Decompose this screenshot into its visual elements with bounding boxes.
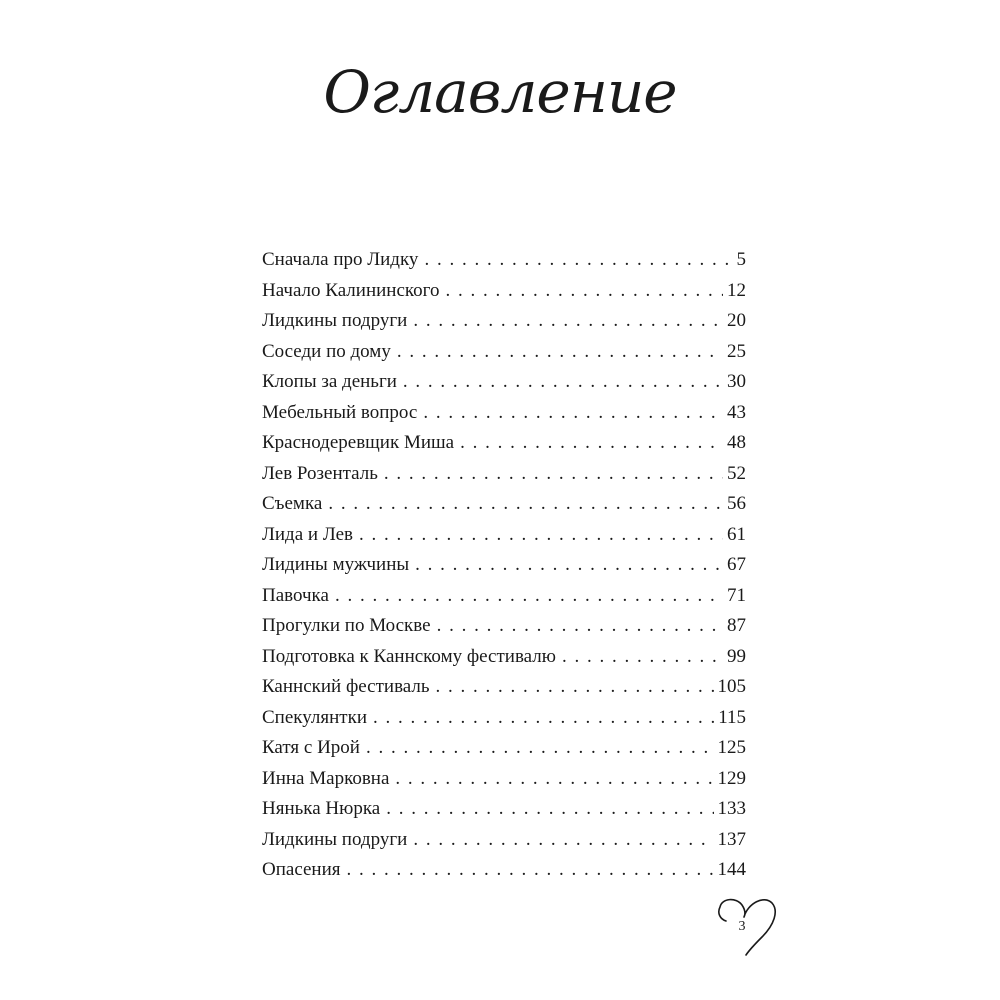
toc-entry-page-number: 67 [727, 554, 746, 575]
toc-entry-page-number: 115 [718, 706, 746, 728]
toc-entry [262, 554, 746, 585]
toc-entry-page-number: 129 [717, 767, 746, 789]
toc-entry-title: Каннский фестиваль [262, 676, 430, 697]
toc-entry [262, 493, 746, 524]
toc-entry-page-number: 99 [727, 645, 746, 667]
toc-dot-leader [373, 707, 714, 729]
toc-dot-leader [395, 768, 713, 790]
toc-entry-title: Лев Розенталь [262, 462, 378, 484]
toc-entry [262, 432, 746, 463]
toc-dot-leader [413, 310, 723, 332]
toc-dot-leader [424, 249, 732, 271]
toc-entry-title: Лидкины подруги [262, 310, 408, 331]
toc-dot-leader [415, 554, 723, 576]
toc-dot-leader [386, 798, 713, 820]
toc-entry [262, 463, 746, 494]
toc-entry [262, 859, 746, 890]
toc-entry-title: Начало Калининского [262, 279, 440, 301]
toc-dot-leader [413, 829, 713, 851]
toc-entry-page-number: 105 [717, 676, 746, 697]
toc-entry-title: Инна Марковна [262, 767, 390, 789]
toc-entry [262, 676, 746, 707]
toc-entry [262, 737, 746, 768]
toc-dot-leader [397, 341, 723, 363]
toc-dot-leader [347, 859, 714, 881]
toc-entry [262, 402, 746, 433]
toc-entry-title: Сначала про Лидку [262, 249, 419, 270]
toc-entry-page-number: 30 [727, 371, 746, 392]
toc-entry-title: Мебельный вопрос [262, 401, 418, 423]
toc-entry-page-number: 61 [727, 523, 746, 545]
toc-entry-title: Спекулянтки [262, 706, 367, 728]
toc-entry-page-number: 12 [727, 279, 746, 301]
toc-entry-title: Лидины мужчины [262, 554, 410, 575]
toc-entry [262, 829, 746, 860]
toc-dot-leader [460, 432, 723, 454]
toc-entry-title: Прогулки по Москве [262, 615, 431, 636]
toc-dot-leader [562, 646, 723, 668]
toc-entry-title: Клопы за деньги [262, 371, 397, 392]
toc-dot-leader [436, 676, 714, 698]
toc-dot-leader [335, 585, 723, 607]
toc-entry-page-number: 125 [717, 737, 746, 758]
toc-entry [262, 646, 746, 677]
page-number: 3 [738, 919, 746, 934]
table-of-contents [262, 249, 746, 890]
toc-dot-leader [423, 402, 723, 424]
toc-entry-page-number: 137 [717, 828, 746, 850]
toc-entry-page-number: 87 [727, 615, 746, 636]
toc-entry [262, 310, 746, 341]
toc-entry-title: Подготовка к Каннскому фестивалю [262, 645, 556, 667]
toc-entry [262, 768, 746, 799]
toc-entry-page-number: 144 [717, 859, 746, 880]
toc-entry [262, 524, 746, 555]
toc-entry-page-number: 25 [727, 340, 746, 362]
toc-entry-title: Краснодеревщик Миша [262, 432, 455, 453]
toc-entry-page-number: 71 [727, 584, 746, 606]
page-folio [712, 893, 782, 957]
toc-entry-title: Павочка [262, 584, 329, 606]
toc-entry-page-number: 43 [727, 401, 746, 423]
toc-entry [262, 249, 746, 280]
toc-dot-leader [403, 371, 723, 393]
toc-entry-title: Съемка [262, 493, 323, 514]
toc-entry [262, 615, 746, 646]
toc-entry-page-number: 56 [727, 493, 746, 514]
toc-entry-title: Катя с Ирой [262, 737, 360, 758]
toc-entry-title: Нянька Нюрка [262, 798, 381, 819]
toc-entry [262, 707, 746, 738]
toc-entry-title: Лидкины подруги [262, 828, 408, 850]
toc-dot-leader [384, 463, 723, 485]
toc-entry-page-number: 52 [727, 462, 746, 484]
toc-entry [262, 280, 746, 311]
toc-entry-page-number: 133 [717, 798, 746, 819]
page-title: Оглавление [323, 58, 677, 126]
toc-entry [262, 341, 746, 372]
toc-dot-leader [445, 280, 723, 302]
toc-dot-leader [366, 737, 714, 759]
toc-entry [262, 585, 746, 616]
toc-entry-title: Опасения [262, 859, 341, 880]
toc-entry-title: Лида и Лев [262, 523, 353, 545]
toc-dot-leader [359, 524, 723, 546]
toc-entry-page-number: 48 [727, 432, 746, 453]
toc-entry [262, 371, 746, 402]
toc-entry-page-number: 5 [736, 249, 746, 270]
toc-entry-title: Соседи по дому [262, 340, 391, 362]
toc-entry-page-number: 20 [727, 310, 746, 331]
toc-dot-leader [437, 615, 723, 637]
toc-dot-leader [328, 493, 723, 515]
toc-entry [262, 798, 746, 829]
